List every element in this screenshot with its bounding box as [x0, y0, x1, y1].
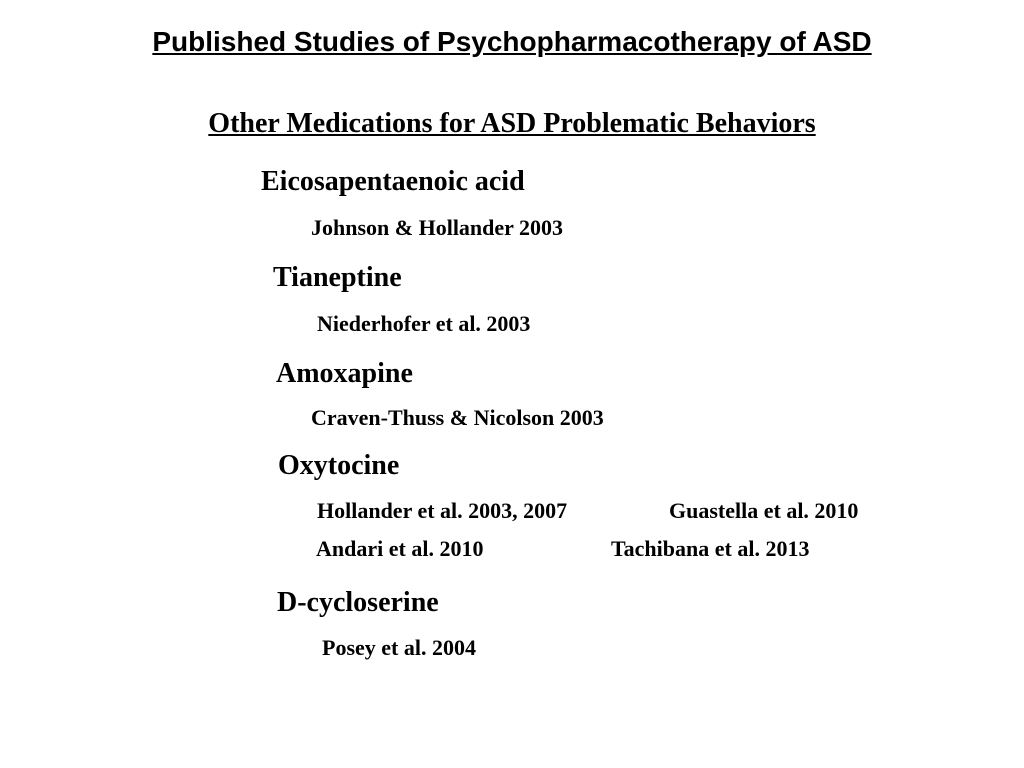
medication-name: Amoxapine — [276, 358, 413, 389]
medication-name: D-cycloserine — [277, 587, 439, 618]
slide-title: Published Studies of Psychopharmacotherapy of ASD — [152, 26, 872, 57]
medication-reference: Craven-Thuss & Nicolson 2003 — [311, 405, 604, 430]
medication-reference: Tachibana et al. 2013 — [611, 536, 810, 561]
medication-name: Oxytocine — [278, 450, 400, 481]
medication-reference: Andari et al. 2010 — [316, 536, 484, 561]
medication-reference: Hollander et al. 2003, 2007 — [317, 498, 568, 523]
medication-reference: Johnson & Hollander 2003 — [311, 215, 564, 240]
medication-reference: Posey et al. 2004 — [322, 635, 476, 660]
medication-reference: Guastella et al. 2010 — [669, 498, 859, 523]
medication-name: Eicosapentaenoic acid — [261, 166, 525, 197]
slide-subtitle: Other Medications for ASD Problematic Behaviors — [208, 108, 816, 139]
medication-reference: Niederhofer et al. 2003 — [317, 311, 531, 336]
medication-name: Tianeptine — [273, 262, 402, 293]
